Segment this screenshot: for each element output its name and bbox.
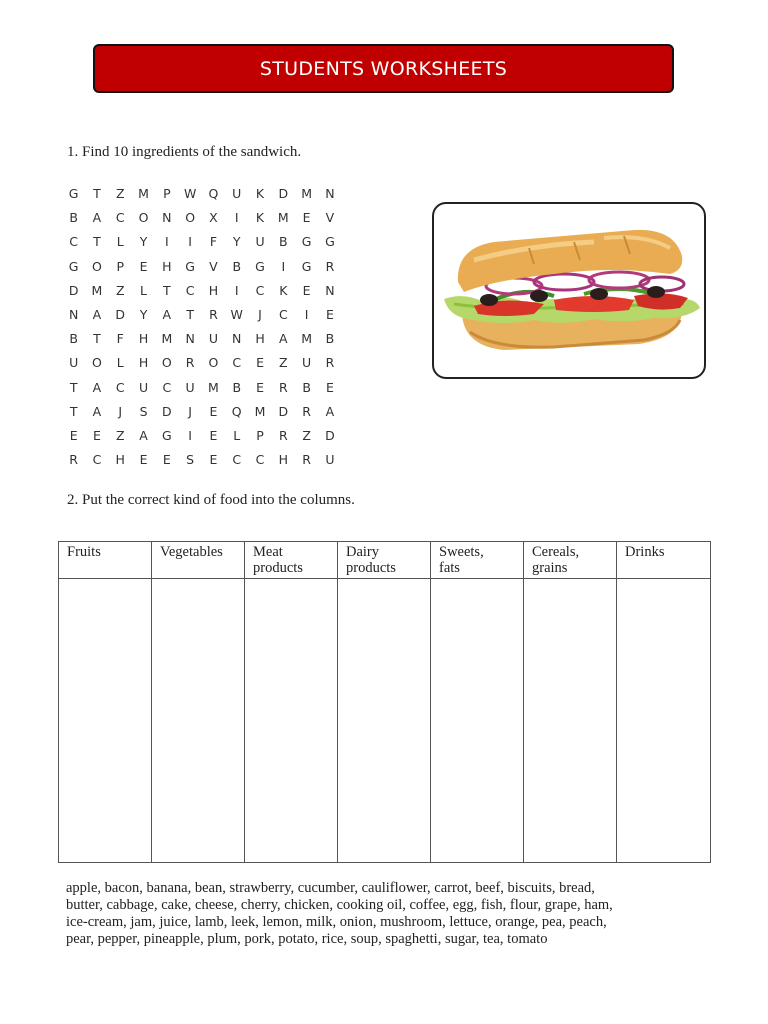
grid-letter: R: [278, 379, 288, 395]
grid-letter: D: [278, 186, 289, 201]
grid-letter: B: [232, 258, 242, 274]
grid-letter: P: [116, 258, 125, 274]
grid-letter: I: [234, 210, 239, 226]
grid-letter: H: [278, 452, 289, 468]
food-categories-table: [58, 541, 711, 863]
grid-letter: U: [302, 355, 312, 371]
column-header: [617, 542, 711, 579]
answer-cell[interactable]: [59, 579, 152, 863]
grid-letter: E: [256, 379, 264, 395]
grid-letter: G: [68, 258, 79, 274]
grid-letter: M: [277, 210, 289, 226]
grid-letter: M: [254, 403, 266, 419]
grid-letter: Z: [279, 355, 288, 371]
grid-letter: U: [138, 379, 149, 395]
grid-letter: D: [115, 306, 126, 322]
grid-letter: F: [116, 331, 124, 347]
grid-letter: I: [188, 234, 192, 250]
grid-letter: G: [325, 234, 335, 250]
grid-letter: E: [162, 452, 171, 468]
grid-letter: I: [234, 282, 239, 298]
worksheet-title-banner: [93, 44, 674, 93]
grid-letter: Y: [139, 306, 148, 322]
grid-letter: E: [209, 403, 218, 419]
grid-letter: M: [161, 331, 173, 347]
word-bank-line: butter, cabbage, cake, cheese, cherry, chicken, cooking oil, coffee, egg, fish, flour, grape, ham,: [66, 897, 613, 913]
column-header-line: Vegetables: [160, 544, 223, 560]
column-header-line: products: [253, 560, 303, 576]
grid-letter: P: [256, 427, 264, 443]
grid-letter: N: [325, 282, 335, 298]
grid-letter: T: [69, 379, 78, 395]
grid-letter: K: [255, 210, 265, 226]
grid-letter: A: [92, 210, 102, 226]
table-answer-row: [59, 579, 711, 863]
grid-letter: T: [93, 331, 101, 347]
grid-letter: G: [301, 234, 312, 250]
grid-letter: A: [92, 403, 102, 419]
grid-letter: J: [258, 306, 262, 322]
grid-letter: C: [232, 452, 242, 468]
answer-cell[interactable]: [431, 579, 524, 863]
column-header-line: Dairy: [346, 544, 380, 560]
grid-letter: A: [162, 306, 172, 322]
grid-letter: A: [325, 403, 335, 419]
answer-cell[interactable]: [152, 579, 245, 863]
grid-letter: D: [325, 427, 335, 443]
grid-letter: C: [255, 282, 265, 298]
grid-letter: C: [185, 282, 195, 298]
column-header: [338, 542, 431, 579]
grid-letter: I: [188, 427, 192, 443]
grid-letter: G: [185, 258, 195, 274]
grid-letter: A: [92, 306, 102, 322]
grid-letter: Z: [115, 427, 125, 443]
grid-letter: I: [164, 234, 169, 250]
grid-letter: U: [69, 355, 79, 371]
grid-letter: R: [302, 403, 311, 419]
grid-letter: U: [255, 234, 265, 250]
grid-letter: E: [256, 355, 264, 371]
column-header-line: Meat: [253, 544, 283, 560]
column-header: [524, 542, 617, 579]
grid-letter: G: [255, 258, 265, 274]
grid-letter: O: [92, 355, 102, 371]
grid-letter: O: [208, 355, 219, 371]
grid-letter: C: [232, 355, 242, 371]
grid-letter: A: [92, 379, 102, 395]
grid-letter: C: [278, 306, 288, 322]
grid-letter: H: [162, 258, 172, 274]
grid-letter: L: [116, 234, 124, 250]
grid-letter: M: [208, 379, 219, 395]
grid-letter: B: [69, 210, 78, 226]
grid-letter: G: [68, 186, 79, 201]
answer-cell[interactable]: [338, 579, 431, 863]
grid-letter: I: [281, 258, 286, 274]
column-header: [152, 542, 245, 579]
word-bank-line: ice-cream, jam, juice, lamb, leek, lemon, milk, onion, mushroom, lettuce, orange, pea, peach,: [66, 914, 607, 930]
grid-letter: K: [255, 186, 265, 201]
grid-letter: V: [209, 258, 218, 274]
word-bank: [66, 880, 716, 948]
grid-letter: H: [138, 331, 149, 347]
grid-letter: I: [304, 306, 309, 322]
column-header-line: grains: [532, 560, 568, 576]
grid-letter: D: [162, 403, 172, 419]
grid-letter: N: [162, 210, 172, 226]
grid-letter: K: [279, 282, 288, 298]
grid-letter: H: [255, 331, 265, 347]
answer-cell[interactable]: [617, 579, 711, 863]
grid-letter: U: [325, 452, 335, 468]
grid-letter: C: [162, 379, 172, 395]
grid-letter: E: [325, 306, 334, 322]
grid-letter: B: [302, 379, 311, 395]
grid-letter: O: [185, 210, 196, 226]
grid-letter: R: [185, 355, 195, 371]
grid-letter: E: [325, 379, 334, 395]
grid-letter: C: [92, 452, 102, 468]
word-bank-line: apple, bacon, banana, bean, strawberry, cucumber, cauliflower, carrot, beef, biscuits, bread,: [66, 880, 595, 896]
grid-letter: W: [183, 186, 197, 201]
grid-letter: O: [92, 258, 102, 274]
grid-letter: N: [185, 331, 195, 347]
grid-letter: X: [209, 210, 218, 226]
answer-cell[interactable]: [524, 579, 617, 863]
grid-letter: H: [138, 355, 149, 371]
grid-letter: D: [68, 282, 79, 298]
grid-letter: F: [209, 234, 218, 250]
grid-letter: T: [69, 403, 78, 419]
grid-letter: T: [163, 282, 171, 298]
grid-letter: E: [92, 427, 101, 443]
grid-letter: E: [69, 427, 78, 443]
grid-letter: B: [279, 234, 288, 250]
column-header: [245, 542, 338, 579]
grid-letter: Z: [115, 282, 125, 298]
grid-letter: N: [68, 306, 79, 322]
grid-letter: G: [161, 427, 172, 443]
grid-letter: G: [301, 258, 312, 274]
grid-letter: R: [69, 452, 78, 468]
table-header-row: [59, 542, 711, 579]
grid-letter: B: [325, 331, 335, 347]
word-search-grid: [62, 182, 362, 472]
grid-letter: U: [185, 379, 195, 395]
grid-letter: V: [325, 210, 335, 226]
grid-letter: C: [115, 379, 125, 395]
grid-letter: E: [209, 427, 218, 443]
grid-letter: H: [115, 452, 125, 468]
grid-letter: E: [302, 282, 311, 298]
grid-letter: B: [232, 379, 242, 395]
answer-cell[interactable]: [245, 579, 338, 863]
grid-letter: A: [279, 331, 288, 347]
grid-letter: R: [278, 427, 288, 443]
grid-letter: R: [325, 258, 335, 274]
grid-letter: H: [208, 282, 219, 298]
grid-letter: S: [139, 403, 148, 419]
grid-letter: J: [188, 403, 192, 419]
grid-letter: M: [91, 282, 103, 298]
sandwich-image: [432, 202, 706, 379]
grid-letter: E: [139, 258, 148, 274]
grid-letter: S: [186, 452, 195, 468]
grid-letter: U: [208, 331, 218, 347]
column-header: [59, 542, 152, 579]
grid-letter: L: [140, 282, 148, 298]
grid-letter: Z: [115, 186, 125, 201]
grid-letter: L: [233, 427, 241, 443]
grid-letter: Y: [232, 234, 241, 250]
word-bank-line: pear, pepper, pineapple, plum, pork, potato, rice, soup, spaghetti, sugar, tea, tomato: [66, 931, 548, 947]
worksheet-title: STUDENTS WORKSHEETS: [259, 57, 508, 80]
grid-letter: E: [139, 452, 148, 468]
grid-letter: C: [115, 210, 125, 226]
grid-letter: M: [301, 186, 313, 201]
task2-instruction: 2. Put the correct kind of food into the columns.: [67, 492, 355, 508]
grid-letter: T: [93, 234, 101, 250]
column-header-line: Cereals,: [532, 544, 580, 560]
grid-letter: M: [138, 186, 149, 201]
grid-letter: R: [325, 355, 335, 371]
grid-letter: P: [163, 186, 171, 201]
grid-letter: A: [139, 427, 148, 443]
grid-letter: O: [161, 355, 172, 371]
column-header-line: Fruits: [67, 544, 101, 560]
grid-letter: M: [301, 331, 313, 347]
grid-letter: R: [302, 452, 311, 468]
task1-instruction: 1. Find 10 ingredients of the sandwich.: [67, 144, 302, 160]
grid-letter: Z: [302, 427, 311, 443]
column-header-line: Drinks: [625, 544, 665, 560]
column-header-line: Sweets,: [439, 544, 484, 560]
grid-letter: O: [138, 210, 149, 226]
grid-letter: C: [255, 452, 265, 468]
grid-letter: N: [232, 331, 242, 347]
grid-letter: Q: [231, 403, 242, 419]
grid-letter: R: [209, 306, 218, 322]
column-header-line: products: [346, 560, 396, 576]
grid-letter: T: [186, 306, 194, 322]
grid-letter: W: [230, 306, 243, 322]
grid-letter: J: [118, 403, 123, 419]
grid-letter: Y: [139, 234, 148, 250]
grid-letter: Q: [208, 186, 219, 201]
column-header-line: fats: [439, 560, 460, 576]
grid-letter: L: [116, 355, 124, 371]
grid-letter: E: [302, 210, 311, 226]
grid-letter: U: [232, 186, 242, 201]
grid-letter: B: [69, 331, 78, 347]
grid-letter: E: [209, 452, 218, 468]
grid-letter: T: [93, 186, 101, 201]
column-header: [431, 542, 524, 579]
grid-letter: N: [325, 186, 335, 201]
grid-letter: C: [69, 234, 79, 250]
grid-letter: D: [278, 403, 289, 419]
